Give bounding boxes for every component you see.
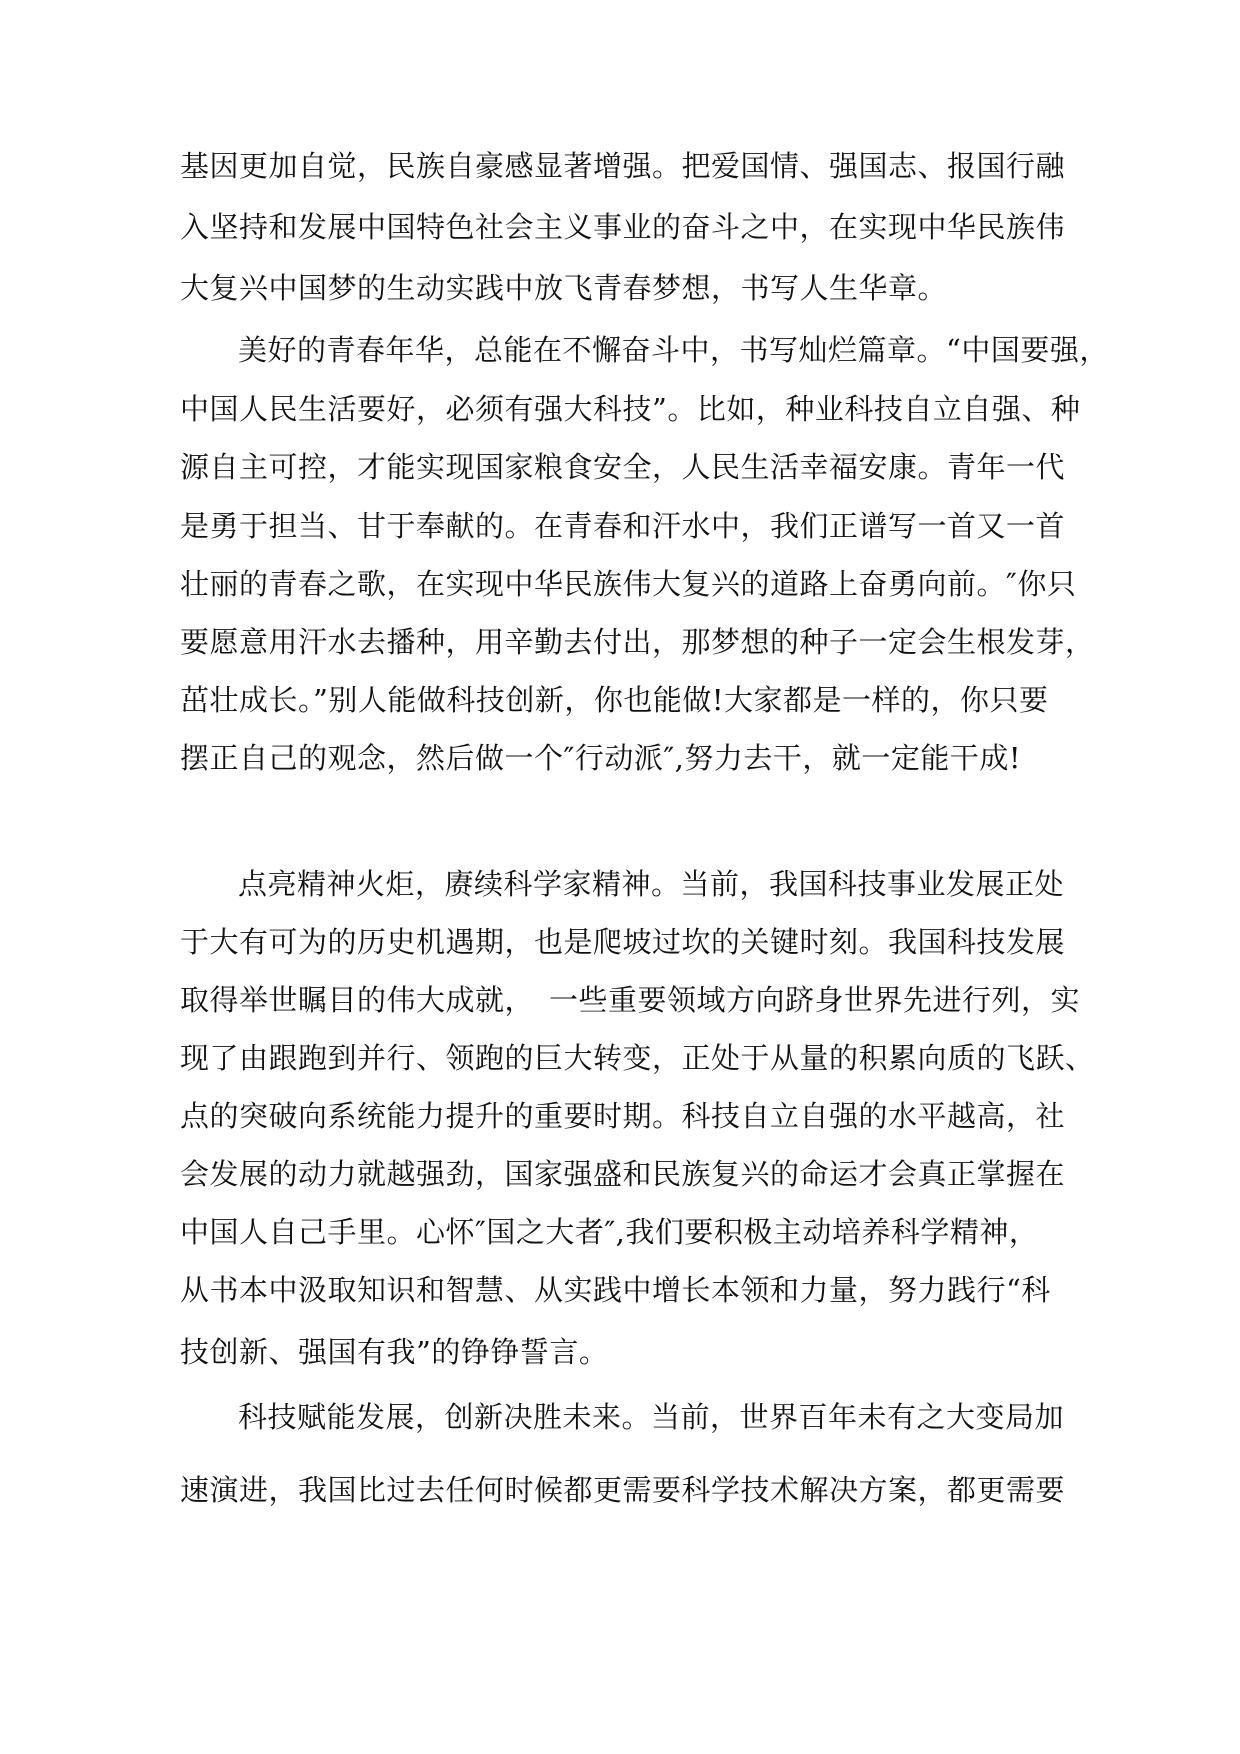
paragraph-first-line: 美好的青春年华，总能在不懈奋斗中，书写灿烂篇章。“中国要强， — [238, 333, 1109, 367]
paragraph-first-line: 科技赋能发展，创新决胜未来。当前，世界百年未有之大变局加 — [238, 1400, 1065, 1434]
text-line: 会发展的动力就越强劲，国家强盛和民族复兴的命运才会真正掌握在 — [180, 1157, 1066, 1191]
text-line: 中国人民生活要好，必须有强大科技”。比如，种业科技自立自强、种 — [180, 392, 1081, 426]
text-line: 大复兴中国梦的生动实践中放飞青春梦想，书写人生华章。 — [180, 271, 948, 305]
paragraph-first-line: 点亮精神火炬，赓续科学家精神。当前，我国科技事业发展正处 — [238, 867, 1065, 901]
text-line: 技创新、强国有我”的铮铮誓言。 — [180, 1335, 609, 1369]
text-line: 现了由跟跑到并行、领跑的巨大转变，正处于从量的积累向质的飞跃、 — [180, 1041, 1095, 1075]
text-line: 点的突破向系统能力提升的重要时期。科技自立自强的水平越高，社 — [180, 1099, 1066, 1133]
text-line: 茁壮成长。”别人能做科技创新，你也能做!大家都是一样的，你只要 — [180, 683, 1049, 717]
text-line: 摆正自己的观念，然后做一个″行动派″,努力去干，就一定能干成! — [180, 741, 1022, 775]
text-line: 要愿意用汗水去播种，用辛勤去付出，那梦想的种子一定会生根发芽， — [180, 625, 1095, 659]
text-line: 是勇于担当、甘于奉献的。在青春和汗水中，我们正谱写一首又一首 — [180, 509, 1066, 543]
text-line: 从书本中汲取知识和智慧、从实践中增长本领和力量，努力践行“科 — [180, 1273, 1051, 1307]
text-line: 入坚持和发展中国特色社会主义事业的奋斗之中，在实现中华民族伟 — [180, 210, 1066, 244]
text-line: 基因更加自觉，民族自豪感显著增强。把爱国情、强国志、报国行融 — [180, 149, 1066, 183]
text-line: 取得举世瞩目的伟大成就， 一些重要领域方向跻身世界先进行列，实 — [180, 983, 1081, 1017]
text-line: 壮丽的青春之歌，在实现中华民族伟大复兴的道路上奋勇向前。″你只 — [180, 567, 1077, 601]
text-line: 源自主可控，才能实现国家粮食安全，人民生活幸福安康。青年一代 — [180, 450, 1066, 484]
text-line: 于大有可为的历史机遇期，也是爬坡过坎的关键时刻。我国科技发展 — [180, 925, 1066, 959]
text-line: 中国人自己手里。心怀″国之大者″,我们要积极主动培养科学精神， — [180, 1215, 1039, 1249]
text-line: 速演进，我国比过去任何时候都更需要科学技术解决方案，都更需要 — [180, 1473, 1066, 1507]
